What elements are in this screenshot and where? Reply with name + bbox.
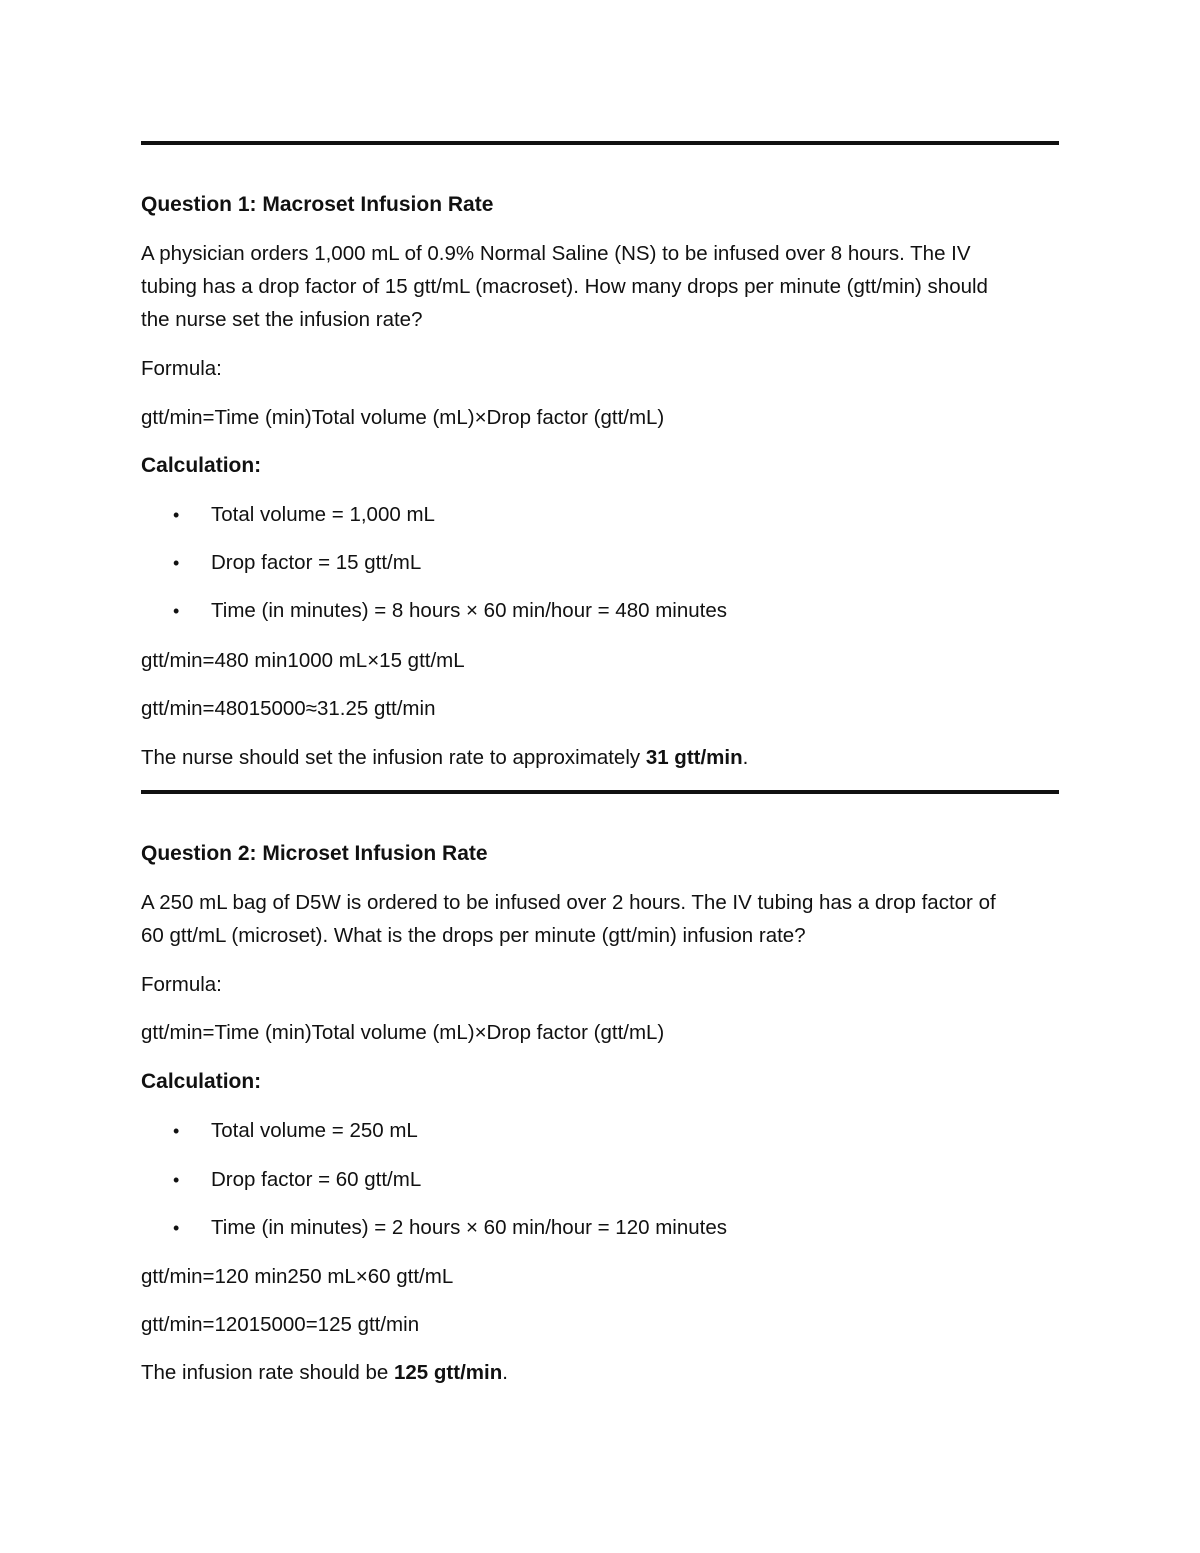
q2-formula-label: Formula: [141, 973, 222, 996]
q2-calculation-label: Calculation: [141, 1070, 262, 1093]
q1-question-line-2: tubing has a drop factor of 15 gtt/mL (macroset). How many drops per minute (gtt/min) should [141, 275, 988, 298]
q2-question-line-1: A 250 mL bag of D5W is ordered to be infused over 2 hours. The IV tubing has a drop factor of [141, 891, 996, 914]
q2-bullet-item-1 [173, 1118, 418, 1144]
q1-bullet-item-2 [173, 550, 422, 576]
q2-formula: gtt/min=Time (min)Total volume (mL)×Drop factor (gtt/mL) [141, 1021, 665, 1044]
horizontal-rule-top [141, 141, 1059, 145]
q2-bullet-text-2: Drop factor = 60 gtt/mL [211, 1168, 422, 1191]
bullet-icon: • [173, 601, 180, 621]
q2-answer-prefix: The infusion rate should be [141, 1361, 394, 1384]
q1-bullet-item-1 [173, 502, 435, 528]
q2-bullet-text-3: Time (in minutes) = 2 hours × 60 min/hour = 120 minutes [211, 1216, 727, 1239]
bullet-icon: • [173, 1170, 180, 1190]
bullet-icon: • [173, 505, 180, 525]
bullet-icon: • [173, 1121, 180, 1141]
q2-title: Question 2: Microset Infusion Rate [141, 842, 488, 865]
q2-step-2: gtt/min=12015000=125 gtt/min [141, 1313, 420, 1336]
q2-question-line-2: 60 gtt/mL (microset). What is the drops per minute (gtt/min) infusion rate? [141, 924, 806, 947]
q2-bullet-item-2 [173, 1167, 422, 1193]
q1-bullet-text-3: Time (in minutes) = 8 hours × 60 min/hour = 480 minutes [211, 599, 727, 622]
q1-question-line-1: A physician orders 1,000 mL of 0.9% Normal Saline (NS) to be infused over 8 hours. The IV [141, 242, 971, 265]
q1-bullet-item-3 [173, 598, 727, 624]
q1-answer-suffix: . [742, 746, 749, 769]
q1-answer-value: 31 gtt/min [645, 746, 743, 769]
q1-bullet-text-1: Total volume = 1,000 mL [211, 503, 435, 526]
q1-bullet-text-2: Drop factor = 15 gtt/mL [211, 551, 422, 574]
q1-calculation-label: Calculation: [141, 454, 262, 477]
q2-answer [141, 1360, 508, 1386]
bullet-icon: • [173, 1218, 180, 1238]
q2-bullet-text-1: Total volume = 250 mL [211, 1119, 418, 1142]
bullet-icon: • [173, 553, 180, 573]
q1-question-line-3: the nurse set the infusion rate? [141, 308, 423, 331]
q1-step-1: gtt/min=480 min1000 mL×15 gtt/mL [141, 649, 465, 672]
q1-answer [141, 745, 748, 771]
q1-title: Question 1: Macroset Infusion Rate [141, 193, 494, 216]
document-page [141, 0, 1059, 1553]
q1-formula-label: Formula: [141, 357, 222, 380]
q1-formula: gtt/min=Time (min)Total volume (mL)×Drop factor (gtt/mL) [141, 406, 665, 429]
q2-bullet-item-3 [173, 1215, 727, 1241]
horizontal-rule-middle [141, 790, 1059, 794]
q1-answer-prefix: The nurse should set the infusion rate to approximately [141, 746, 646, 769]
q2-answer-value: 125 gtt/min [394, 1361, 503, 1384]
q2-answer-suffix: . [502, 1361, 508, 1384]
q2-step-1: gtt/min=120 min250 mL×60 gtt/mL [141, 1265, 454, 1288]
q1-step-2: gtt/min=48015000≈31.25 gtt/min [141, 697, 436, 720]
